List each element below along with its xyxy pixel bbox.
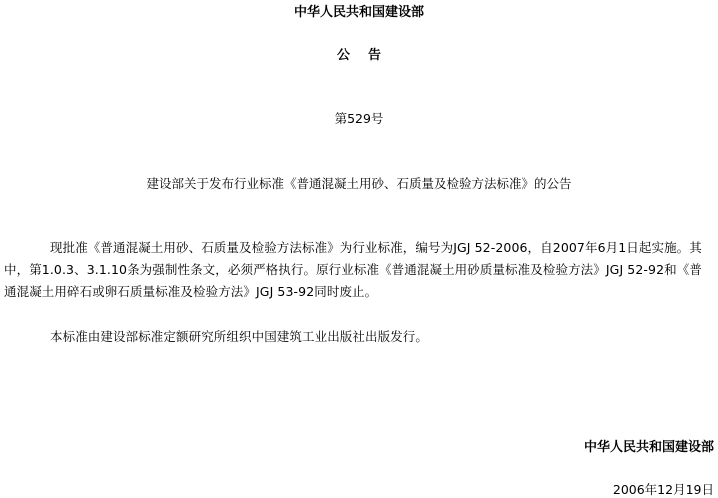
signature-issuer: 中华人民共和国建设部 — [583, 440, 714, 455]
body-paragraph-1: 现批准《普通混凝土用砂、石质量及检验方法标准》为行业标准，编号为JGJ 52-2006，自2007年6月1日起实施。其中，第1.0.3、3.1.10条为强制性条文，必须严格执行。原行业标准《普通混凝土用砂质量标准及检验方法》JGJ 52-92和《普通混凝土用碎石或卵石质量标准及检验方法》JGJ 53-92同时废止。 — [4, 240, 702, 299]
issuer-heading: 中华人民共和国建设部 — [293, 5, 424, 20]
announcement-subject: 建设部关于发布行业标准《普通混凝土用砂、石质量及检验方法标准》的公告 — [146, 176, 572, 191]
document-number: 第529号 — [334, 111, 384, 126]
signature-date: 2006年12月19日 — [612, 482, 714, 497]
document-type-heading: 公 告 — [336, 48, 382, 63]
body-paragraph-2: 本标准由建设部标准定额研究所组织中国建筑工业出版社出版发行。 — [50, 329, 429, 344]
